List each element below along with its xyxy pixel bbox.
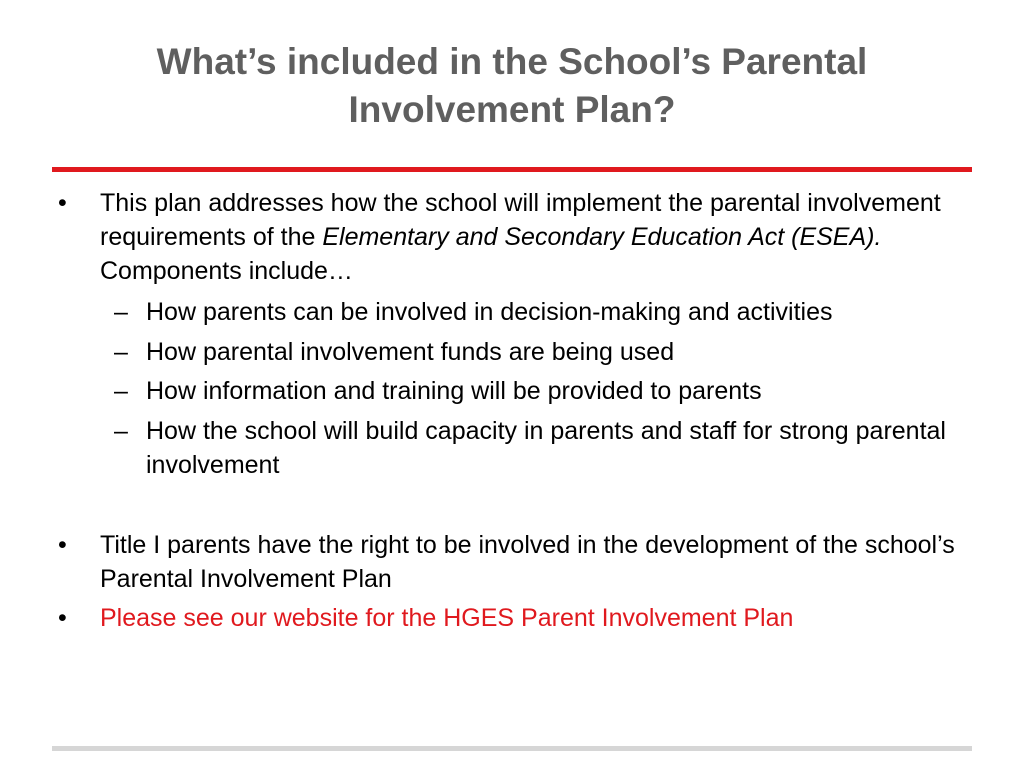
bullet-icon: • (58, 189, 67, 217)
title-line-2: Involvement Plan? (348, 89, 676, 130)
dash-icon: – (114, 338, 128, 366)
title-divider (52, 167, 972, 172)
slide-title (80, 38, 944, 134)
bullet-text-tail: Components include… (100, 257, 353, 285)
bullet-icon: • (58, 531, 67, 559)
dash-icon: – (114, 377, 128, 405)
dash-icon: – (114, 298, 128, 326)
bullet-item-rights: Title I parents have the right to be involved in the development of the school’s Parental Involvement Plan (100, 531, 955, 593)
bullet-text: This plan addresses how the school will implement the parental involvement requirements of the (100, 189, 941, 251)
title-line-1: What’s included in the School’s Parental (156, 41, 868, 82)
footer-divider (52, 746, 972, 751)
sub-item: How the school will build capacity in parents and staff for strong parental involvement (146, 417, 946, 479)
sub-item: How parents can be involved in decision-making and activities (146, 298, 833, 326)
bullet-item-plan (100, 186, 970, 288)
dash-icon: – (114, 417, 128, 445)
sub-item: How parental involvement funds are being used (146, 338, 675, 366)
bullet-item-website: Please see our website for the HGES Parent Involvement Plan (100, 604, 794, 632)
act-name: Elementary and Secondary Education Act (ESEA). (322, 223, 882, 251)
bullet-icon: • (58, 604, 67, 632)
sub-item: How information and training will be provided to parents (146, 377, 762, 405)
